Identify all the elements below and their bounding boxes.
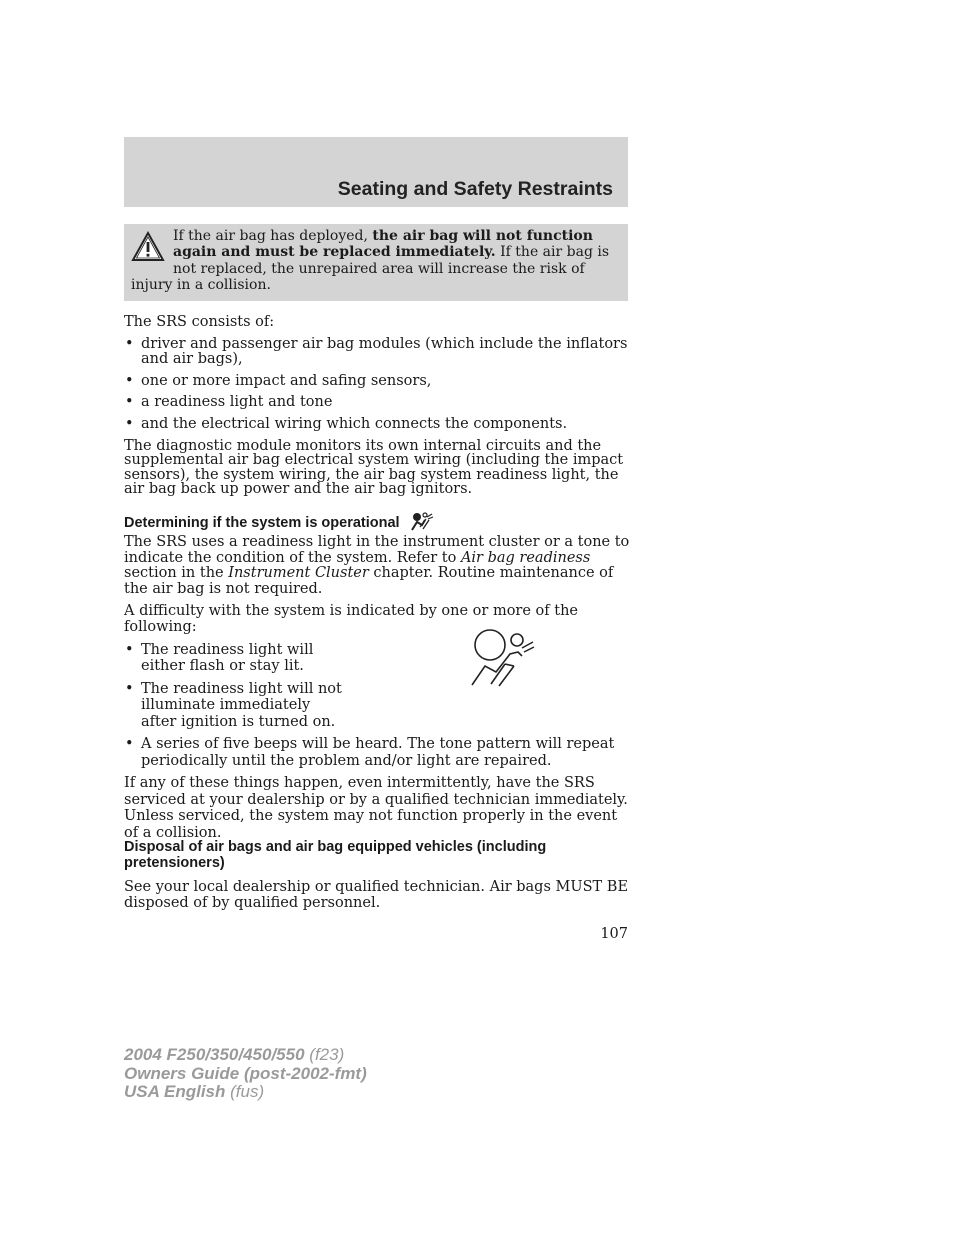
section2-heading: Disposal of air bags and air bag equipped vehicles (including pretensioners)	[124, 839, 547, 871]
section2-p1: See your local dealership or qualified technician. Air bags MUST BE disposed of by qualified personnel.	[124, 879, 629, 911]
footer-line-3: USA English (fus)	[124, 1082, 265, 1101]
warning-triangle-icon	[131, 230, 165, 264]
footer-line-2: Owners Guide (post-2002-fmt)	[124, 1063, 367, 1083]
warning-rest: If the air bag is not replaced, the unrepaired area will increase the risk of injury in a collision.	[131, 244, 610, 294]
warning-bold: the air bag will not function again and must be replaced immediately.	[173, 228, 593, 261]
section1-p2: A difficulty with the system is indicated by one or more of the following:	[124, 603, 578, 635]
airbag-readiness-icon	[469, 628, 535, 688]
section1-heading-text: Determining if the system is operational	[124, 515, 400, 531]
srs-item: • and the electrical wiring which connects the components.	[124, 417, 630, 433]
chapter-header-band	[124, 137, 628, 207]
section1-body	[124, 535, 630, 841]
section1-p1: The SRS uses a readiness light in the instrument cluster or a tone to indicate the condition of the system. Refer to Air bag readiness section in the Instrument Cluster chapter. Routine maintenance of the air bag is not required.	[124, 534, 630, 597]
chapter-title: Seating and Safety Restraints	[337, 178, 613, 200]
srs-item: • one or more impact and safing sensors,	[124, 374, 630, 390]
warning-lead: If the air bag has deployed,	[173, 228, 373, 244]
difficulty-item: • The readiness light will either flash or stay lit.	[124, 642, 356, 675]
warning-box	[124, 224, 628, 301]
srs-intro: The SRS consists of:	[124, 314, 275, 330]
document-footer	[124, 1046, 367, 1102]
page-number: 107	[600, 926, 628, 942]
section1-p3: If any of these things happen, even intermittently, have the SRS serviced at your dealership or by a qualified technician immediately. Unless serviced, the system may not function properly in the event of a collision.	[124, 775, 628, 841]
srs-item: • a readiness light and tone	[124, 395, 630, 411]
footer-line-1: 2004 F250/350/450/550 (f23)	[124, 1045, 345, 1064]
srs-item: • driver and passenger air bag modules (which include the inflators and air bags),	[124, 337, 630, 368]
srs-diagnostic: The diagnostic module monitors its own internal circuits and the supplemental air bag electrical system wiring (including the impact sensors), the system wiring, the air bag system readiness light, the air bag back up power and the air bag ignitors.	[124, 437, 624, 498]
difficulty-item: • The readiness light will not illuminate immediately after ignition is turned on.	[124, 681, 346, 731]
difficulty-item: • A series of five beeps will be heard. The tone pattern will repeat periodically until the problem and/or light are repaired.	[124, 736, 630, 769]
srs-section	[124, 315, 630, 497]
section2-body	[124, 879, 630, 911]
airbag-readiness-small-icon	[408, 511, 434, 531]
section1-heading	[124, 511, 434, 531]
